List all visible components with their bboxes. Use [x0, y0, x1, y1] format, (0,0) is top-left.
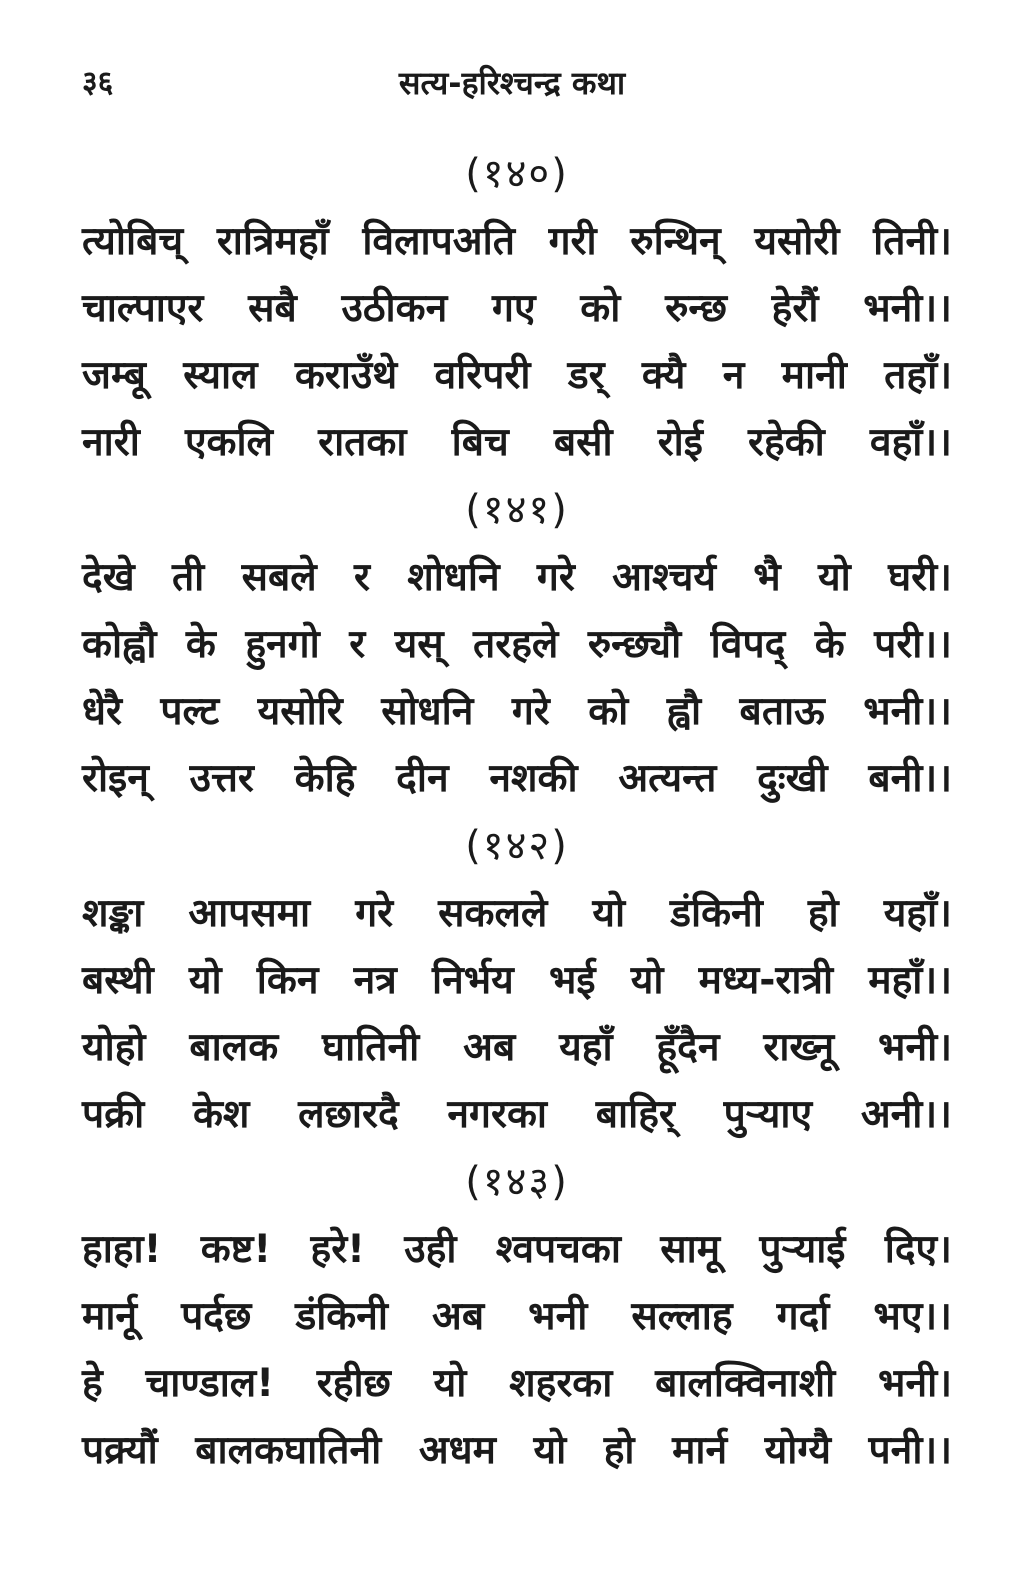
verse-word: यहाँ [559, 1025, 613, 1070]
verse-word: शहरका [509, 1361, 613, 1406]
verse-word: गरे [355, 891, 394, 936]
verse-word: सल्लाह [631, 1294, 733, 1339]
verse-word: गए [492, 286, 536, 331]
verse-line [82, 1417, 952, 1484]
verse-word: वहाँ।। [869, 420, 952, 465]
verse-word: यो [592, 891, 626, 936]
verse-word: नारी [82, 420, 140, 465]
verse-line [82, 611, 952, 678]
verse-word: नगरका [447, 1092, 548, 1137]
verse-word: विपद् [710, 622, 786, 667]
verse-number: (१४२) [465, 823, 569, 869]
verse-word: तिनी। [873, 219, 952, 264]
verse-word: कोह्वौ [82, 622, 157, 667]
verse-word: सबले [241, 555, 317, 600]
verse-word: अत्यन्त [618, 756, 717, 801]
verse-word: दिए। [884, 1227, 952, 1272]
verse-word: रुन्छ्यौ [587, 622, 682, 667]
verse-word: सोधनि [381, 689, 474, 734]
verse-word: को [580, 286, 621, 331]
verse-word: नत्र [353, 958, 397, 1003]
verse-word: यो [818, 555, 851, 600]
verse-word: निर्भय [432, 958, 514, 1003]
verse-line [82, 1283, 952, 1350]
verse-word: मध्य-रात्री [698, 958, 834, 1003]
verse-word: अब [432, 1294, 485, 1339]
verse-word: ती [171, 555, 205, 600]
verse-word: धेरै [82, 689, 122, 734]
verse-word: मार्नू [82, 1294, 138, 1339]
verse-word: यहाँ। [883, 891, 952, 936]
verse-word: सबै [248, 286, 297, 331]
verse-word: मार्न [672, 1428, 728, 1473]
verse-word: भई [548, 958, 596, 1003]
verse-word: पक्री [82, 1092, 145, 1137]
verse-word: भनी।। [863, 689, 952, 734]
verse-word: हरे! [310, 1227, 365, 1272]
verse-word: नशकी [489, 756, 578, 801]
verse-word: योहो [82, 1025, 146, 1070]
verse-word: पुऱ्याए [723, 1092, 813, 1137]
verse-line [82, 1350, 952, 1417]
verse-word: र [353, 555, 370, 600]
verse-block [82, 1148, 952, 1484]
verse-word: भनी।। [863, 286, 952, 331]
verse-word: के [814, 622, 845, 667]
verse-word: रहेकी [748, 420, 825, 465]
verse-word: भै [753, 555, 781, 600]
verse-word: योग्यै [764, 1428, 831, 1473]
verse-word: रुन्थिन् [630, 219, 721, 264]
verse-word: हे [82, 1361, 103, 1406]
verse-word: केश [192, 1092, 250, 1137]
verse-word: के [185, 622, 216, 667]
verse-word: त्योबिच् [82, 219, 184, 264]
verse-word: बालक्विनाशी [655, 1361, 836, 1406]
verse-word: पनी।। [868, 1428, 952, 1473]
verse-word: अब [463, 1025, 516, 1070]
verse-word: बालक [189, 1025, 279, 1070]
running-title: सत्य-हरिश्चन्द्र कथा [398, 64, 626, 102]
verse-word: वरिपरी [434, 353, 531, 398]
verse-word: लछारदै [298, 1092, 399, 1137]
verse-word: पक्र्यौं [82, 1428, 158, 1473]
verse-word: यस् [394, 622, 444, 667]
verse-block [82, 812, 952, 1148]
verse-word: भनी। [878, 1361, 952, 1406]
verse-word: आपसमा [188, 891, 311, 936]
verse-word: गरे [536, 555, 575, 600]
verse-word: बताऊ [739, 689, 825, 734]
verse-word: बिच [451, 420, 509, 465]
verse-line [82, 208, 952, 275]
verse-word: भनी [528, 1294, 588, 1339]
verse-word: रोइन् [82, 756, 149, 801]
verse-word: आश्चर्य [612, 555, 716, 600]
verse-block [82, 476, 952, 812]
verse-word: गरे [511, 689, 550, 734]
verse-word: डंकिनी [670, 891, 763, 936]
verse-word: स्याल [183, 353, 258, 398]
verse-line [82, 745, 952, 812]
verse-line [82, 678, 952, 745]
verse-word: कराउँथे [294, 353, 398, 398]
verse-list [82, 140, 952, 1484]
verse-word: सामू [660, 1227, 721, 1272]
verse-word: यसोरी [754, 219, 840, 264]
verse-word: यो [630, 958, 664, 1003]
verse-word: शङ्का [82, 891, 144, 936]
verse-word: क्यै [641, 353, 686, 398]
verse-word: गरी [548, 219, 597, 264]
verse-word: राख्नू [763, 1025, 835, 1070]
verse-line [82, 342, 952, 409]
page-number: ३६ [82, 65, 114, 100]
verse-line [82, 1081, 952, 1148]
verse-word: महाँ।। [868, 958, 952, 1003]
verse-word: एकलि [184, 420, 273, 465]
verse-word: दुःखी [757, 756, 828, 801]
verse-word: उत्तर [189, 756, 254, 801]
verse-line [82, 409, 952, 476]
verse-word: हाहा! [82, 1227, 162, 1272]
verse-word: अनी।। [860, 1092, 952, 1137]
verse-word: उही [404, 1227, 457, 1272]
verse-word: कष्ट! [200, 1227, 272, 1272]
verse-word: यसोरि [257, 689, 343, 734]
verse-word: को [588, 689, 629, 734]
verse-word: पुऱ्याई [759, 1227, 846, 1272]
verse-word: हुनगो [245, 622, 320, 667]
verse-word: बसी [553, 420, 613, 465]
verse-word: अधम [418, 1428, 496, 1473]
verse-word: चाल्पाएर [82, 286, 204, 331]
verse-word: यो [188, 958, 222, 1003]
verse-word: केहि [294, 756, 356, 801]
verse-word: हूँदैन [656, 1025, 720, 1070]
verse-word: उठीकन [341, 286, 448, 331]
verse-word: पल्ट [160, 689, 220, 734]
verse-word: बनी।। [868, 756, 952, 801]
verse-line [82, 947, 952, 1014]
verse-word: रोई [657, 420, 703, 465]
verse-word: रहीछ [316, 1361, 391, 1406]
verse-word: परी।। [874, 622, 952, 667]
verse-word: भए।। [873, 1294, 952, 1339]
verse-word: विलापअति [362, 219, 515, 264]
verse-word: डंकिनी [295, 1294, 389, 1339]
verse-word: रातका [318, 420, 407, 465]
verse-word: बालकघातिनी [195, 1428, 382, 1473]
verse-line [82, 1014, 952, 1081]
verse-word: हो [807, 891, 839, 936]
verse-word: चाण्डाल! [145, 1361, 275, 1406]
verse-line [82, 880, 952, 947]
verse-word: डर् [567, 353, 605, 398]
verse-line [82, 544, 952, 611]
verse-word: रुन्छ [665, 286, 727, 331]
verse-line [82, 275, 952, 342]
verse-word: तरहले [473, 622, 559, 667]
verse-word: ह्वौ [666, 689, 702, 734]
verse-word: देखे [82, 555, 135, 600]
verse-word: घरी। [888, 555, 952, 600]
verse-word: यो [433, 1361, 467, 1406]
verse-line [82, 1216, 952, 1283]
verse-word: हेरौं [771, 286, 819, 331]
verse-word: तहाँ। [884, 353, 952, 398]
verse-word: किन [256, 958, 319, 1003]
verse-word: भनी। [878, 1025, 952, 1070]
verse-word: जम्बू [82, 353, 146, 398]
verse-word: गर्दा [776, 1294, 830, 1339]
verse-word: न [722, 353, 745, 398]
verse-word: शोधनि [407, 555, 500, 600]
verse-number: (१४१) [465, 487, 569, 533]
verse-word: सकलले [438, 891, 548, 936]
verse-number: (१४०) [465, 151, 569, 197]
verse-word: श्वपचका [495, 1227, 621, 1272]
verse-word: मानी [781, 353, 847, 398]
verse-word: बाहिर् [595, 1092, 675, 1137]
verse-word: यो [533, 1428, 567, 1473]
verse-word: हो [603, 1428, 635, 1473]
verse-word: बस्थी [82, 958, 154, 1003]
verse-word: दीन [396, 756, 449, 801]
verse-word: र [349, 622, 366, 667]
verse-number: (१४३) [465, 1159, 569, 1205]
verse-word: पर्दछ [181, 1294, 252, 1339]
verse-block [82, 140, 952, 476]
page-header [0, 58, 1024, 108]
verse-word: घातिनी [322, 1025, 420, 1070]
verse-word: रात्रिमहाँ [216, 219, 329, 264]
